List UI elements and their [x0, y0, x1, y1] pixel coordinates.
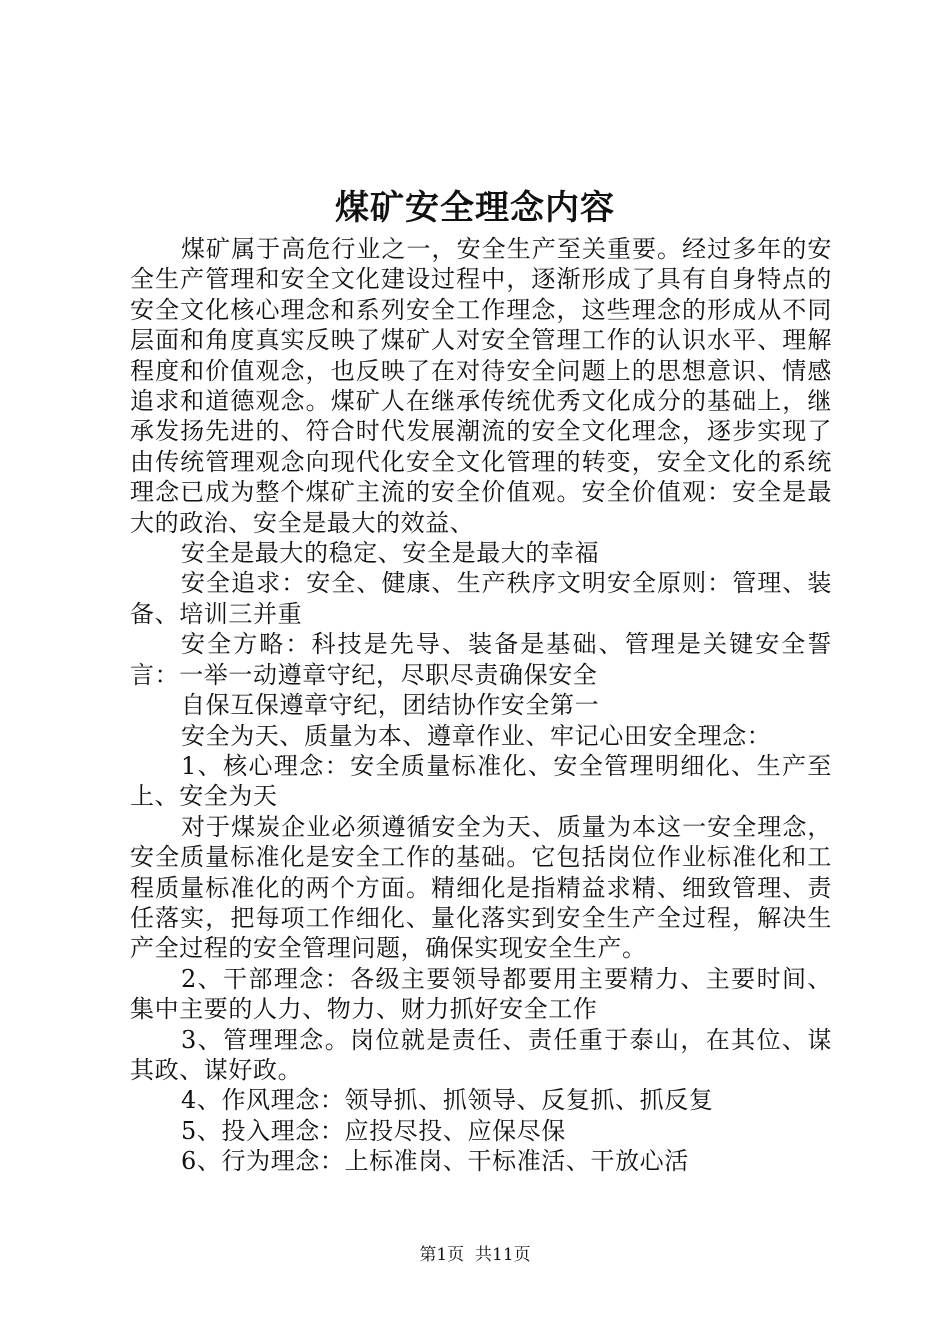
paragraph-cadre-concept: 2、干部理念：各级主要领导都要用主要精力、主要时间、集中主要的人力、物力、财力抓好安全工作 — [130, 964, 832, 1024]
paragraph-oath-line: 自保互保遵章守纪，团结协作安全第一 — [181, 691, 600, 720]
paragraph-standardization: 对于煤炭企业必须遵循安全为天、质量为本这一安全理念，安全质量标准化是安全工作的基础。它包括岗位作业标准化和工程质量标准化的两个方面。精细化是指精益求精、细致管理、责任落实，把每项工作细化、量化落实到安全生产全过程，解决生产全过程的安全管理问题，确保实现安全生产。 — [130, 812, 832, 963]
paragraph-management-concept: 3、管理理念。岗位就是责任、责任重于泰山，在其位、谋其政、谋好政。 — [130, 1025, 832, 1084]
page-footer — [0, 1244, 950, 1266]
paragraph-investment-concept: 5、投入理念：应投尽投、应保尽保 — [181, 1116, 566, 1145]
paragraph-safety-concept: 安全为天、质量为本、遵章作业、牢记心田安全理念： — [181, 721, 772, 750]
document-title: 煤矿安全理念内容 — [335, 188, 615, 228]
paragraph-strategy: 安全方略：科技是先导、装备是基础、管理是关键安全誓言：一举一动遵章守纪，尽职尽责确保安全 — [130, 630, 832, 689]
page-number: 第1页 — [419, 1245, 465, 1265]
paragraph-values-continued: 安全是最大的稳定、安全是最大的幸福 — [181, 539, 600, 568]
paragraph-intro: 煤矿属于高危行业之一，安全生产至关重要。经过多年的安全生产管理和安全文化建设过程中，逐渐形成了具有自身特点的安全文化核心理念和系列安全工作理念，这些理念的形成从不同层面和角度真实反映了煤矿人对安全管理工作的认识水平、理解程度和价值观念，也反映了在对待安全问题上的思想意识、情感追求和道德观念。煤矿人在继承传统优秀文化成分的基础上，继承发扬先进的、符合时代发展潮流的安全文化理念，逐步实现了由传统管理观念向现代化安全文化管理的转变，安全文化的系统理念已成为整个煤矿主流的安全价值观。安全价值观：安全是最大的政治、安全是最大的效益、 — [130, 235, 832, 537]
footer-gap — [464, 1245, 475, 1265]
page-total: 共11页 — [475, 1245, 531, 1265]
paragraph-style-concept: 4、作风理念：领导抓、抓领导、反复抓、抓反复 — [181, 1086, 714, 1115]
document-body — [130, 234, 832, 1177]
paragraph-pursuit: 安全追求：安全、健康、生产秩序文明安全原则：管理、装备、培训三并重 — [130, 569, 832, 628]
paragraph-core-concept: 1、核心理念：安全质量标准化、安全管理明细化、生产至上、安全为天 — [130, 751, 832, 811]
paragraph-behavior-concept: 6、行为理念：上标准岗、干标准活、干放心活 — [181, 1147, 689, 1176]
